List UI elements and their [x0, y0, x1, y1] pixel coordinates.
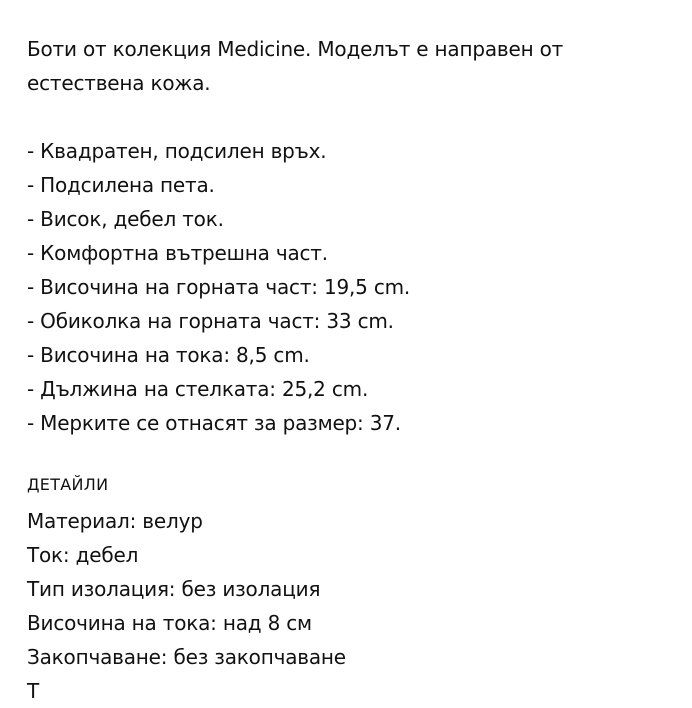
detail-item: Ток: дебел	[27, 543, 139, 567]
detail-item: Т	[27, 679, 40, 703]
feature-item: - Височина на тока: 8,5 cm.	[27, 343, 310, 367]
feature-item: - Комфортна вътрешна част.	[27, 241, 328, 265]
feature-item: - Квадратен, подсилен връх.	[27, 139, 327, 163]
feature-item: - Височина на горната част: 19,5 cm.	[27, 275, 411, 299]
features-list	[27, 134, 667, 440]
detail-item: Височина на тока: над 8 см	[27, 611, 312, 635]
feature-item: - Дължина на стелката: 25,2 cm.	[27, 377, 369, 401]
detail-item: Закопчаване: без закопчаване	[27, 645, 346, 669]
product-description	[27, 32, 667, 708]
detail-item: Материал: велур	[27, 509, 203, 533]
details-list	[27, 504, 667, 708]
intro-text: Боти от колекция Medicine. Моделът е направен от естествена кожа.	[27, 37, 564, 95]
feature-item: - Висок, дебел ток.	[27, 207, 224, 231]
details-heading: ДЕТАЙЛИ	[27, 475, 109, 494]
feature-item: - Подсилена пета.	[27, 173, 215, 197]
feature-item: - Обиколка на горната част: 33 cm.	[27, 309, 394, 333]
detail-item: Тип изолация: без изолация	[27, 577, 321, 601]
feature-item: - Мерките се отнасят за размер: 37.	[27, 411, 401, 435]
